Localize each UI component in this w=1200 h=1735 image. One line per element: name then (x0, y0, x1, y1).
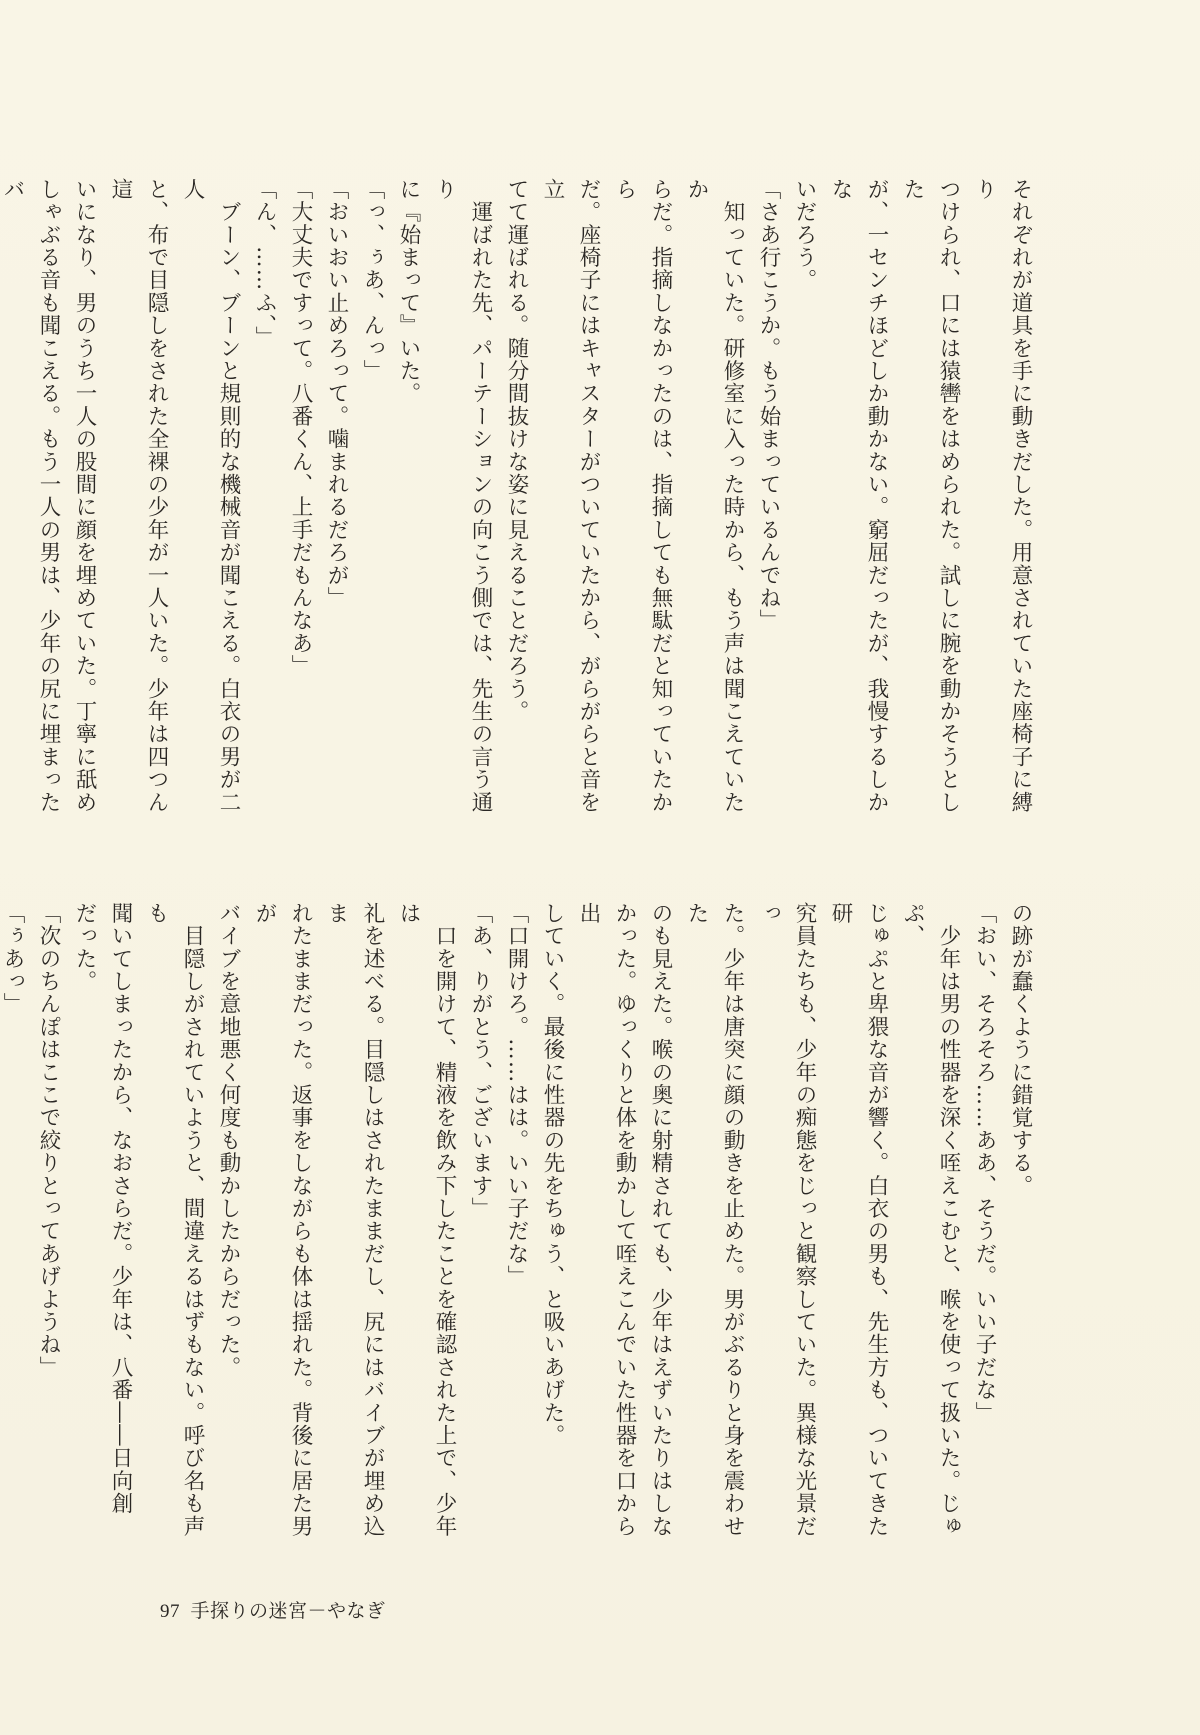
text-line: 「ん、……ふ、」 (252, 178, 277, 349)
text-line: 「おいおい止めろって。噛まれるだろが」 (324, 178, 349, 610)
text-line: 聞いてしまったから、なおさらだ。少年は、八番――日向創 (108, 902, 133, 1515)
text-line: つけられ、口には猿轡をはめられた。試しに腕を動かそうとした (900, 178, 961, 814)
text-line: 「あ、りがとう、ございます」 (468, 902, 493, 1220)
text-line: れたままだった。返事をしながらも体は揺れた。背後に居た男が (252, 902, 313, 1538)
text-line: していく。最後に性器の先をちゅう、と吸いあげた。 (540, 902, 565, 1447)
page-number: 97 (160, 1601, 180, 1622)
text-line: かった。ゆっくりと体を動かして咥えこんでいた性器を口から出 (576, 902, 637, 1538)
text-line: それぞれが道具を手に動きだした。用意されていた座椅子に縛り (972, 178, 1033, 814)
text-line: 目隠しがされていようと、間違えるはずもない。呼び名も声も (144, 902, 205, 1538)
text-line: 「おい、そろそろ……ああ、そうだ。いい子だな」 (972, 902, 997, 1425)
text-line: らだ。指摘しなかったのは、指摘しても無駄だと知っていたから (612, 178, 673, 814)
text-line: に『始まって』いた。 (396, 178, 421, 405)
lower-text-block (0, 902, 1038, 1542)
text-line: と、布で目隠しをされた全裸の少年が一人いた。少年は四つん這 (108, 178, 169, 814)
page-footer (160, 1596, 386, 1623)
text-line: 口を開けて、精液を飲み下したことを確認された上で、少年は (396, 902, 457, 1538)
text-line: の跡が蠢くように錯覚する。 (1008, 902, 1033, 1198)
text-line: 「ぅあっ」 (0, 902, 25, 1016)
text-line: いになり、男のうち一人の股間に顔を埋めていた。丁寧に舐め (72, 178, 97, 814)
text-line: じゅぷと卑猥な音が響く。白衣の男も、先生方も、ついてきた研 (828, 902, 889, 1538)
text-line: だ。座椅子にはキャスターがついていたから、がらがらと音を立 (540, 178, 601, 814)
text-line: ブーン、ブーンと規則的な機械音が聞こえる。白衣の男が二人 (180, 178, 241, 814)
text-line: 「さあ行こうか。もう始まっているんでね」 (756, 178, 781, 632)
text-line: 知っていた。研修室に入った時から、もう声は聞こえていたか (684, 178, 745, 814)
text-line: 「っ、ぅあ、んっ」 (360, 178, 385, 383)
text-line: てて運ばれる。随分間抜けな姿に見えることだろう。 (504, 178, 529, 723)
text-line: しゃぶる音も聞こえる。もう一人の男は、少年の尻に埋まったバ (0, 178, 61, 814)
running-title: 手探りの迷宮－やなぎ (190, 1600, 386, 1622)
text-line: が、一センチほどしか動かない。窮屈だったが、我慢するしかな (828, 178, 889, 814)
upper-text-block (0, 178, 1038, 818)
text-line: 少年は男の性器を深く咥えこむと、喉を使って扱いた。じゅぷ、 (900, 902, 961, 1538)
text-line: だった。 (72, 902, 97, 993)
text-line: た。少年は唐突に顔の動きを止めた。男がぶるりと身を震わせた (684, 902, 745, 1538)
text-line: のも見えた。喉の奥に射精されても、少年はえずいたりはしな (648, 902, 673, 1538)
text-line: バイブを意地悪く何度も動かしたからだった。 (216, 902, 241, 1379)
text-line: 究員たちも、少年の痴態をじっと観察していた。異様な光景だっ (756, 902, 817, 1538)
text-line: いだろう。 (792, 178, 817, 292)
text-line: 運ばれた先、パーテーションの向こう側では、先生の言う通り (432, 178, 493, 814)
text-line: 「次のちんぽはここで絞りとってあげようね」 (36, 902, 61, 1379)
text-line: 礼を述べる。目隠しはされたままだし、尻にはバイブが埋め込ま (324, 902, 385, 1538)
text-line: 「口開けろ。……はは。いい子だな」 (504, 902, 529, 1288)
text-line: 「大丈夫ですって。八番くん、上手だもんなあ」 (288, 178, 313, 678)
